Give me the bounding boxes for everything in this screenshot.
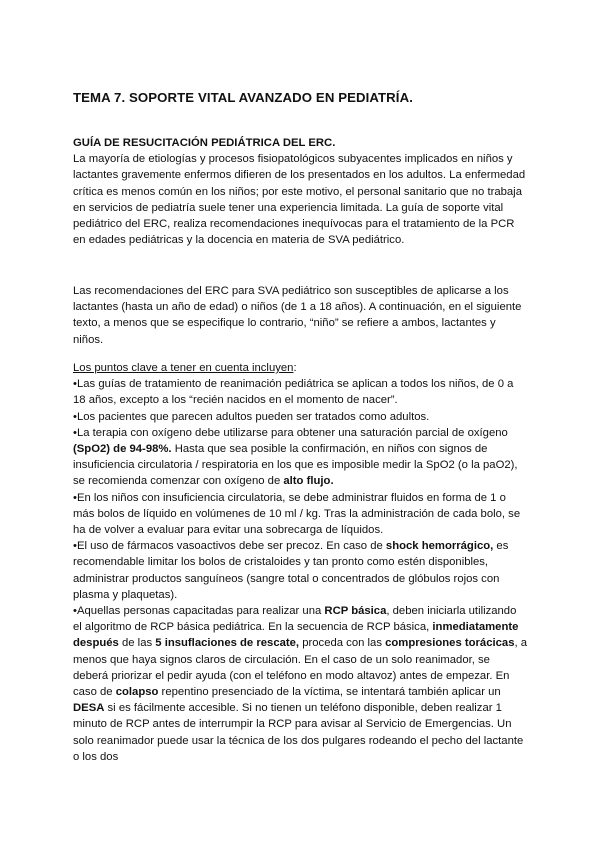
bullet-text: es recomendable limitar los bolos de cristaloides y tan pronto como estén disponibles, administrar productos sanguíneos (sangre total o concentrados de glóbulos rojos con plasma y plaquetas). [73, 540, 509, 601]
bullet-text: si es fácilmente accesible. Si no tienen un teléfono disponible, deben realizar 1 minuto de RCP antes de interrumpir la RCP para avisar al Servicio de Emergencias. Un solo reanimador puede usar la técnica de los dos pulgares rodeando el pecho del lactante o los dos [73, 702, 524, 763]
bold-text: colapso [115, 686, 159, 699]
bullet-text: , deben iniciarla utilizando el algoritmo de RCP básica pediátrica. En la secuencia de RCP básica, [73, 605, 517, 634]
bullet-text: repentino presenciado de la víctima, se intentará también aplicar un [158, 686, 501, 699]
bullet-item [73, 490, 528, 539]
key-points-section [73, 360, 528, 765]
key-points-colon: : [293, 362, 297, 374]
key-points-heading [73, 360, 528, 376]
bullet-item [73, 409, 528, 425]
guide-heading: GUÍA DE RESUCITACIÓN PEDIÁTRICA DEL ERC. [73, 137, 336, 149]
bold-text: alto flujo. [283, 475, 334, 488]
bullet-item [73, 603, 528, 765]
bold-text: shock hemorrágico, [385, 540, 494, 553]
bullet-text: , a menos que haya signos claros de circulación. En el caso de un solo reanimador, se deberá priorizar el pedir ayuda (con el teléfono en modo altavoz) antes de empezar. En caso de [73, 637, 528, 699]
bold-text: RCP básica [324, 605, 387, 618]
bullet-text: de las [118, 637, 156, 650]
bullet-text: Las guías de tratamiento de reanimación pediátrica se aplican a todos los niños, de 0 a 18 años, excepto a los “recién nacidos en el momento de nacer”. [73, 378, 514, 407]
bullet-text: proceda con las [299, 637, 386, 650]
bullet-marker: • [73, 605, 77, 618]
bullet-item [73, 376, 528, 408]
page-title: TEMA 7. SOPORTE VITAL AVANZADO EN PEDIATRÍA. [73, 90, 413, 105]
bullet-text: En los niños con insuficiencia circulatoria, se debe administrar fluidos en forma de 1 o más bolos de líquido en volúmenes de 10 ml / kg. Tras la administración de cada bolo, se ha de volver a evaluar para evitar una sobrecarga de líquidos. [73, 491, 521, 537]
bullet-text: La terapia con oxígeno debe utilizarse para obtener una saturación parcial de oxígeno [76, 426, 508, 439]
key-points-heading-text: Los puntos clave a tener en cuenta incluyen [73, 362, 294, 374]
bullet-marker: • [73, 378, 77, 391]
bold-text: 5 insuflaciones de rescate, [155, 637, 300, 650]
intro-paragraph: La mayoría de etiologías y procesos fisiopatológicos subyacentes implicados en niños y lactantes gravemente enfermos difieren de los presentados en los adultos. La enfermedad crítica es menos común en los niños; por este motivo, el personal sanitario que no trabaja en servicios de pediatría suele tener una experiencia limitada. La guía de soporte vital pediátrico del ERC, realiza recomendaciones inequívocas para el tratamiento de la PCR en edades pediátricas y la docencia en materia de SVA pediátrico. [73, 153, 526, 247]
recommendations-section [73, 283, 528, 348]
bullet-text: Los pacientes que parecen adultos pueden ser tratados como adultos. [76, 410, 430, 423]
bullet-text: Hasta que sea posible la confirmación, en niños con signos de insuficiencia circulatoria / respiratoria en los que es imposible medir la SpO2 (o la paO2), se recomienda comenzar con oxígeno de [73, 443, 518, 488]
bold-text: DESA [73, 702, 105, 715]
bullet-item [73, 538, 528, 603]
bullet-text: El uso de fármacos vasoactivos debe ser precoz. En caso de [76, 540, 386, 553]
bullet-text: Aquellas personas capacitadas para realizar una [76, 605, 325, 618]
bullet-marker: • [73, 491, 77, 504]
recommendations-paragraph: Las recomendaciones del ERC para SVA pediátrico son susceptibles de aplicarse a los lactantes (hasta un año de edad) o niños (de 1 a 18 años). A continuación, en el siguiente texto, a menos que se especifique lo contrario, “niño” se refiere a ambos, lactantes y niños. [73, 285, 522, 346]
bullet-item [73, 425, 528, 490]
bold-text: inmediatamente después [73, 621, 519, 650]
bullet-marker: • [73, 426, 77, 439]
bold-text: (SpO2) de 94-98%. [73, 443, 172, 456]
guide-section [73, 135, 528, 248]
bold-text: compresiones torácicas [385, 637, 515, 650]
bullet-marker: • [73, 540, 77, 553]
bullet-marker: • [73, 410, 77, 423]
